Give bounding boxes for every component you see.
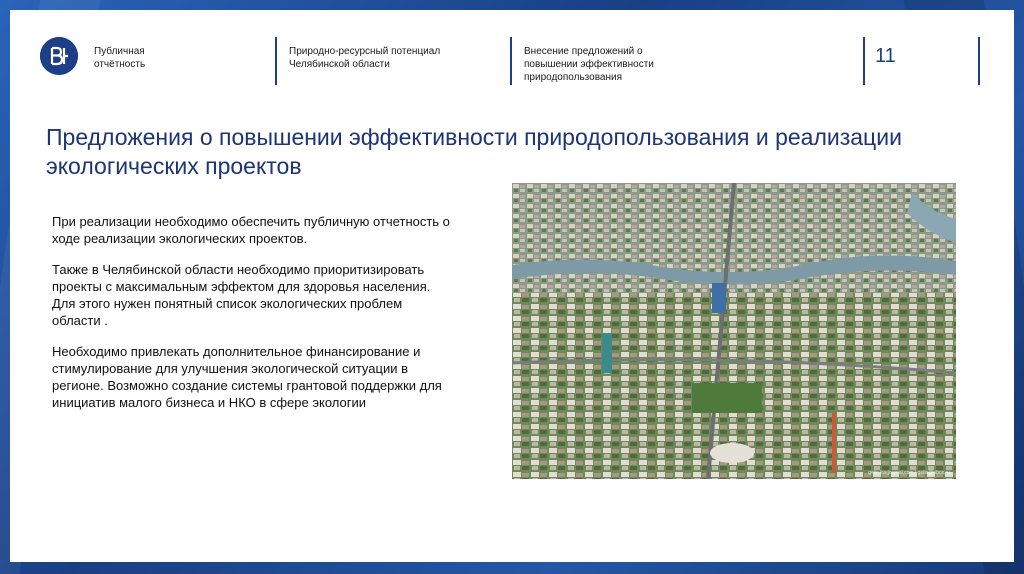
header-section-public-reporting: [94, 45, 234, 71]
header-divider: [275, 37, 277, 85]
city-aerial-photo: [512, 183, 956, 479]
slide: [10, 10, 1014, 562]
header-section-1-label: Публичная отчётность: [94, 46, 146, 70]
slide-title: Предложения о повышении эффективности природопользования и реализации экологических проектов: [46, 124, 902, 179]
header-divider: [510, 37, 512, 85]
paragraph: Также в Челябинской области необходимо приоритизировать проекты с максимальным эффектом для здоровья населения. Для этого нужен понятный список экологических проблем области .: [52, 262, 431, 328]
paragraph: Необходимо привлекать дополнительное финансирование и стимулирование для улучшения экологической ситуации в регионе. Возможно создание системы грантовой поддержки для инициатив малого бизнеса и НКО в сфере экологии: [52, 344, 442, 410]
page-number: 11: [875, 45, 896, 67]
paragraph: При реализации необходимо обеспечить публичную отчетность о ходе реализации экологических проектов.: [52, 214, 450, 246]
body-text: [52, 213, 452, 425]
header-section-resource-potential: [289, 45, 489, 71]
header-section-2-label: Природно-ресурсный потенциал Челябинской области: [289, 46, 441, 70]
photo-credit: gelio.livejournal.com | gelio@nbox.ru: [868, 470, 950, 476]
header-divider: [863, 37, 865, 85]
hse-logo-icon: [40, 37, 78, 75]
header-divider: [978, 37, 980, 85]
header-section-proposals: [524, 45, 704, 84]
header-section-3-label: Внесение предложений о повышении эффективности природопользования: [524, 46, 654, 83]
city-photo-illustration: [512, 183, 956, 479]
